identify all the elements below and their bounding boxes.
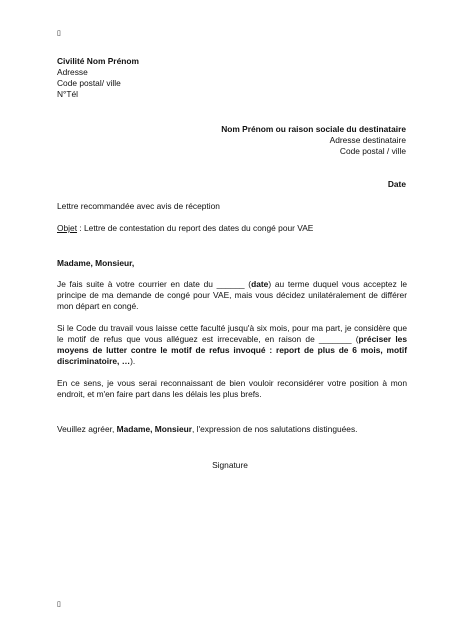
sender-postal: Code postal/ ville xyxy=(57,78,121,88)
registered-mail-line: Lettre recommandée avec avis de réception xyxy=(57,201,220,211)
recipient-block xyxy=(221,124,406,157)
closing-text-c: , l'expression de nos salutations distinguées. xyxy=(192,424,358,434)
subject-label: Objet xyxy=(57,223,78,233)
recipient-postal: Code postal / ville xyxy=(339,146,406,156)
recipient-address: Adresse destinataire xyxy=(329,135,406,145)
paragraph-1-date-placeholder: date xyxy=(251,279,269,289)
recipient-name: Nom Prénom ou raison sociale du destinataire xyxy=(221,124,406,134)
signature-label: Signature xyxy=(212,460,248,470)
sender-block xyxy=(57,56,139,100)
closing-line xyxy=(57,424,407,435)
paragraph-1 xyxy=(57,279,407,312)
sender-phone: N°Tél xyxy=(57,89,79,99)
subject-text: : Lettre de contestation du report des dates du congé pour VAE xyxy=(77,223,314,233)
sender-name: Civilité Nom Prénom xyxy=(57,56,139,66)
paragraph-2-text-a: Si le Code du travail vous laisse cette faculté jusqu'à six mois, pour ma part, je considère que le motif de refus que vous alléguez est irrecevable, en raison de _______ ( xyxy=(57,323,407,344)
sender-address: Adresse xyxy=(57,67,88,77)
paragraph-2-text-c: ). xyxy=(130,356,136,366)
paragraph-1-text-a: Je fais suite à votre courrier en date du ______ ( xyxy=(57,279,252,289)
top-marker: ▯ xyxy=(57,30,61,37)
closing-addressee: Madame, Monsieur xyxy=(116,424,192,434)
paragraph-1-text-c: ) au terme duquel vous acceptez le principe de ma demande de congé pour VAE, mais vous décidez unilatéralement de différer mon départ en congé. xyxy=(57,279,408,311)
salutation: Madame, Monsieur, xyxy=(57,258,135,268)
paragraph-3: En ce sens, je vous serai reconnaissant de bien vouloir reconsidérer votre position à mon endroit, et m'en faire part dans les délais les plus brefs. xyxy=(57,378,407,399)
bottom-marker: ▯ xyxy=(57,601,61,608)
date-label: Date xyxy=(387,179,406,189)
subject-line xyxy=(57,223,407,234)
closing-text-a: Veuillez agréer, xyxy=(57,424,117,434)
paragraph-2-instruction: préciser les moyens de lutter contre le motif de refus invoqué : report de plus de 6 mois, motif discriminatoire, … xyxy=(57,334,407,366)
paragraph-2 xyxy=(57,323,407,367)
